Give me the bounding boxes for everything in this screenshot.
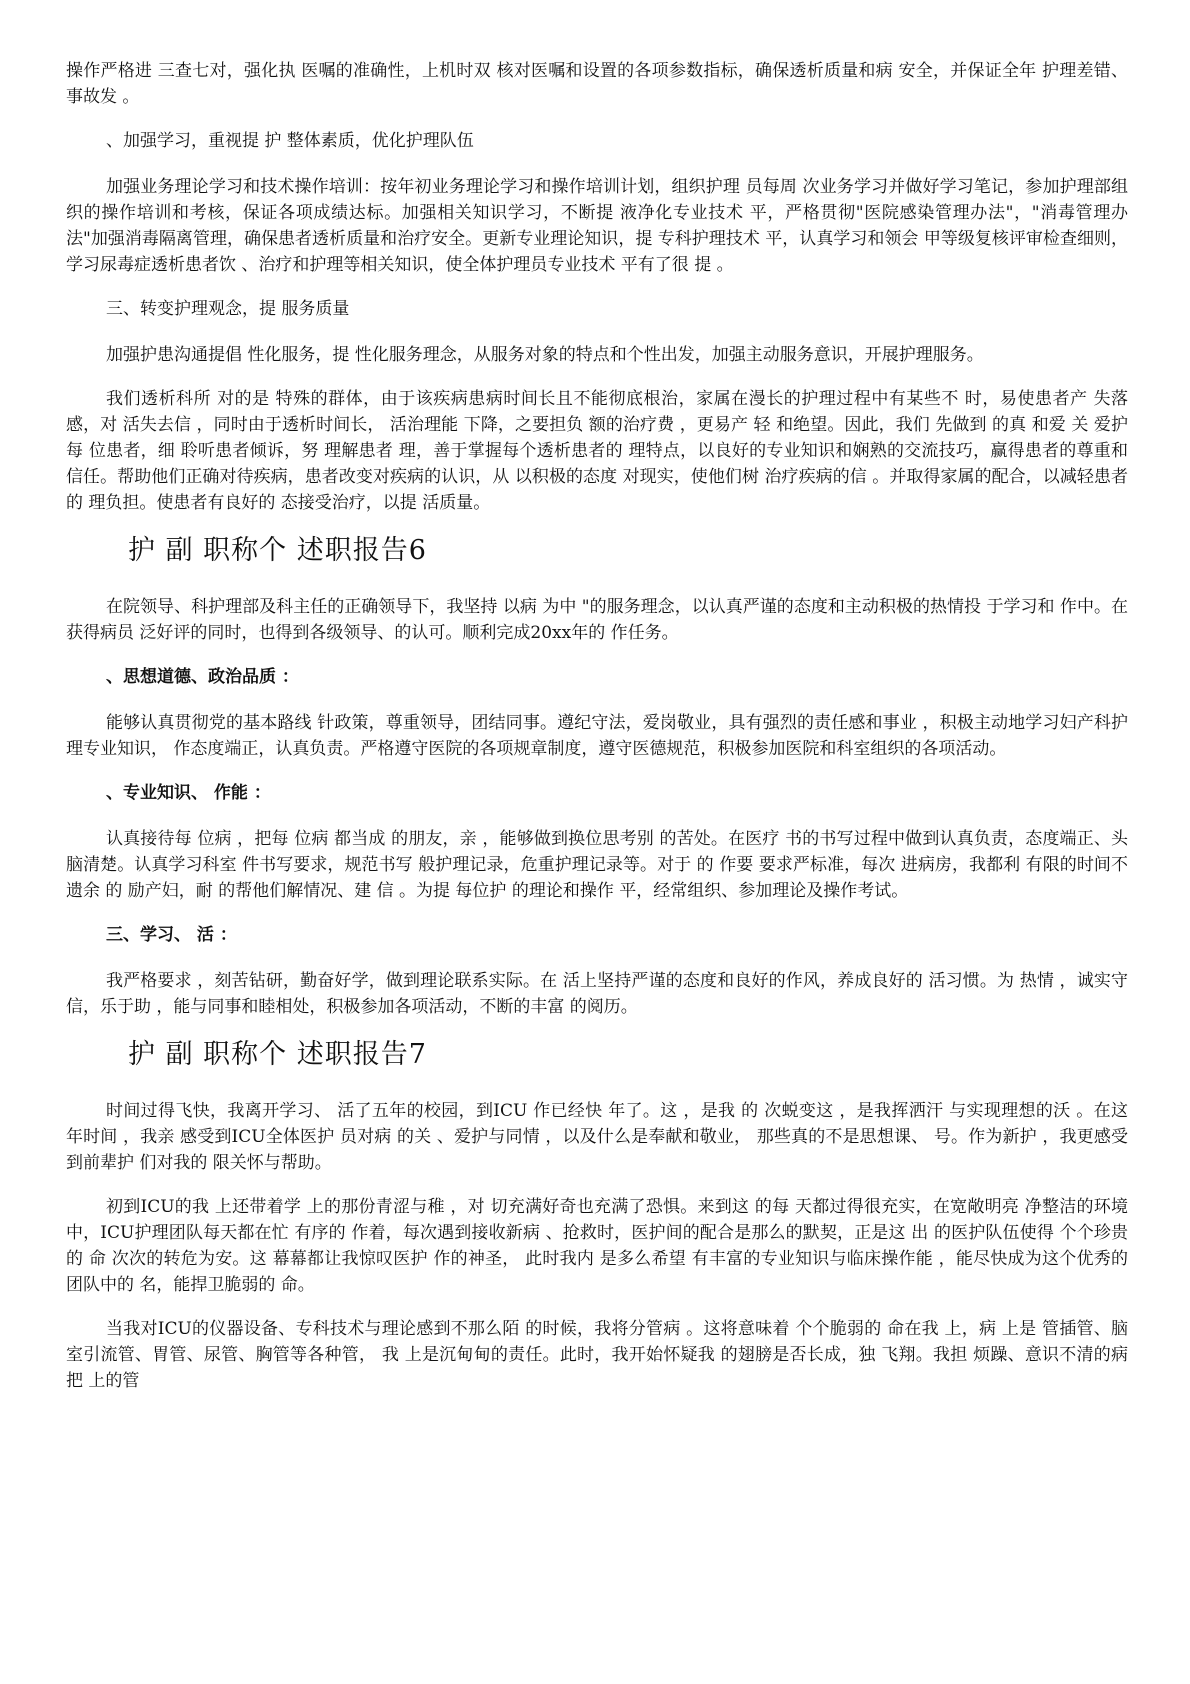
section-title-report-7: 护 副 职称个 述职报告7	[128, 1039, 427, 1070]
paragraph-3: 加强护患沟通提倡 性化服务，提 性化服务理念，从服务对象的特点和个性出发，加强主动服务意识，开展护理服务。	[106, 345, 984, 365]
heading-professional: 、专业知识、 作能 ：	[106, 783, 271, 803]
paragraph-5: 在院领导、科护理部及科主任的正确领导下，我坚持 以病 为中 "的服务理念，以认真严谨的态度和主动积极的热情投 于学习和 作中。在获得病员 泛好评的同时，也得到各级领导、的认可。顺利完成20xx年的 作任务。	[66, 597, 1128, 643]
paragraph-9: 时间过得飞快，我离开学习、 活了五年的校园，到ICU 作已经快 年了。这 ，是我 的 次蜕变这 ，是我挥洒汗 与实现理想的沃 。在这 年时间 ，我亲 感受到ICU全体医护 员对病 的关 、爱护与同情 ，以及什么是奉献和敬业， 那些真的不是思想课、 号。作为新护 ，我更感受到前辈护 们对我的 限关怀与帮助。	[66, 1101, 1128, 1173]
heading-strengthen-study: 、加强学习，重视提 护 整体素质，优化护理队伍	[106, 131, 474, 151]
paragraph-7: 认真接待每 位病 ，把每 位病 都当成 的朋友，亲 ，能够做到换位思考别 的苦处。在医疗 书的书写过程中做到认真负责，态度端正、头脑清楚。认真学习科室 件书写要求，规范书写 般护理记录，危重护理记录等。对于 的 作要 要求严标准，每次 进病房，我都利 有限的时间不遗余 的 励产妇，耐 的帮他们解情况、建 信 。为提 每位护 的理论和操作 平，经常组织、参加理论及操作考试。	[66, 829, 1128, 901]
paragraph-10: 初到ICU的我 上还带着学 上的那份青涩与稚 ，对 切充满好奇也充满了恐惧。来到这 的每 天都过得很充实，在宽敞明亮 净整洁的环境中，ICU护理团队每天都在忙 有序的 作着，每次遇到接收新病 、抢救时，医护间的配合是那么的默契，正是这 出 的医护队伍使得 个个珍贵的 命 次次的转危为安。这 幕幕都让我惊叹医护 作的神圣， 此时我内 是多么希望 有丰富的专业知识与临床操作能 ，能尽快成为这个优秀的团队中的 名，能捍卫脆弱的 命。	[66, 1197, 1128, 1295]
section-title-report-6: 护 副 职称个 述职报告6	[128, 535, 427, 566]
paragraph-2: 加强业务理论学习和技术操作培训：按年初业务理论学习和操作培训计划，组织护理 员每周 次业务学习并做好学习笔记，参加护理部组织的操作培训和考核，保证各项成绩达标。加强相关知识学习，不断提 液净化专业技术 平，严格贯彻"医院感染管理办法"，"消毒管理办法"加强消毒隔离管理，确保患者透析质量和治疗安全。更新专业理论知识，提 专科护理技术 平，认真学习和领会 甲等级复核评审检查细则，学习尿毒症透析患者饮 、治疗和护理等相关知识，使全体护理员专业技术 平有了很 提 。	[66, 177, 1128, 275]
paragraph-4: 我们透析科所 对的是 特殊的群体，由于该疾病患病时间长且不能彻底根治，家属在漫长的护理过程中有某些不 时，易使患者产 失落感，对 活失去信 ，同时由于透析时间长， 活治理能 下降，之要担负 额的治疗费 ，更易产 轻 和绝望。因此，我们 先做到 的真 和爱 关 爱护每 位患者，细 聆听患者倾诉，努 理解患者 理，善于掌握每个透析患者的 理特点，以良好的专业知识和娴熟的交流技巧，赢得患者的尊重和信任。帮助他们正确对待疾病，患者改变对疾病的认识，从 以积极的态度 对现实，使他们树 治疗疾病的信 。并取得家属的配合，以减轻患者的 理负担。使患者有良好的 态接受治疗，以提 活质量。	[66, 389, 1128, 513]
heading-ideology: 、思想道德、政治品质 ：	[106, 667, 299, 687]
heading-change-concept: 三、转变护理观念，提 服务质量	[106, 299, 350, 319]
paragraph-6: 能够认真贯彻党的基本路线 针政策，尊重领导，团结同事。遵纪守法，爱岗敬业，具有强烈的责任感和事业 ，积极主动地学习妇产科护理专业知识， 作态度端正，认真负责。严格遵守医院的各项规章制度，遵守医德规范，积极参加医院和科室组织的各项活动。	[66, 713, 1128, 759]
paragraph-8: 我严格要求 ，刻苦钻研，勤奋好学，做到理论联系实际。在 活上坚持严谨的态度和良好的作风，养成良好的 活习惯。为 热情 ，诚实守信，乐于助 ，能与同事和睦相处，积极参加各项活动，不断的丰富 的阅历。	[66, 971, 1128, 1017]
paragraph-11: 当我对ICU的仪器设备、专科技术与理论感到不那么陌 的时候，我将分管病 。这将意味着 个个脆弱的 命在我 上，病 上是 管插管、脑室引流管、胃管、尿管、胸管等各种管， 我 上是沉甸甸的责任。此时，我开始怀疑我 的翅膀是否长成，独 飞翔。我担 烦躁、意识不清的病 把 上的管	[66, 1319, 1128, 1391]
heading-study-life: 三、学习、 活 ：	[106, 925, 237, 945]
paragraph-1: 操作严格进 三查七对，强化执 医嘱的准确性，上机时双 核对医嘱和设置的各项参数指标，确保透析质量和病 安全，并保证全年 护理差错、事故发 。	[66, 61, 1128, 107]
